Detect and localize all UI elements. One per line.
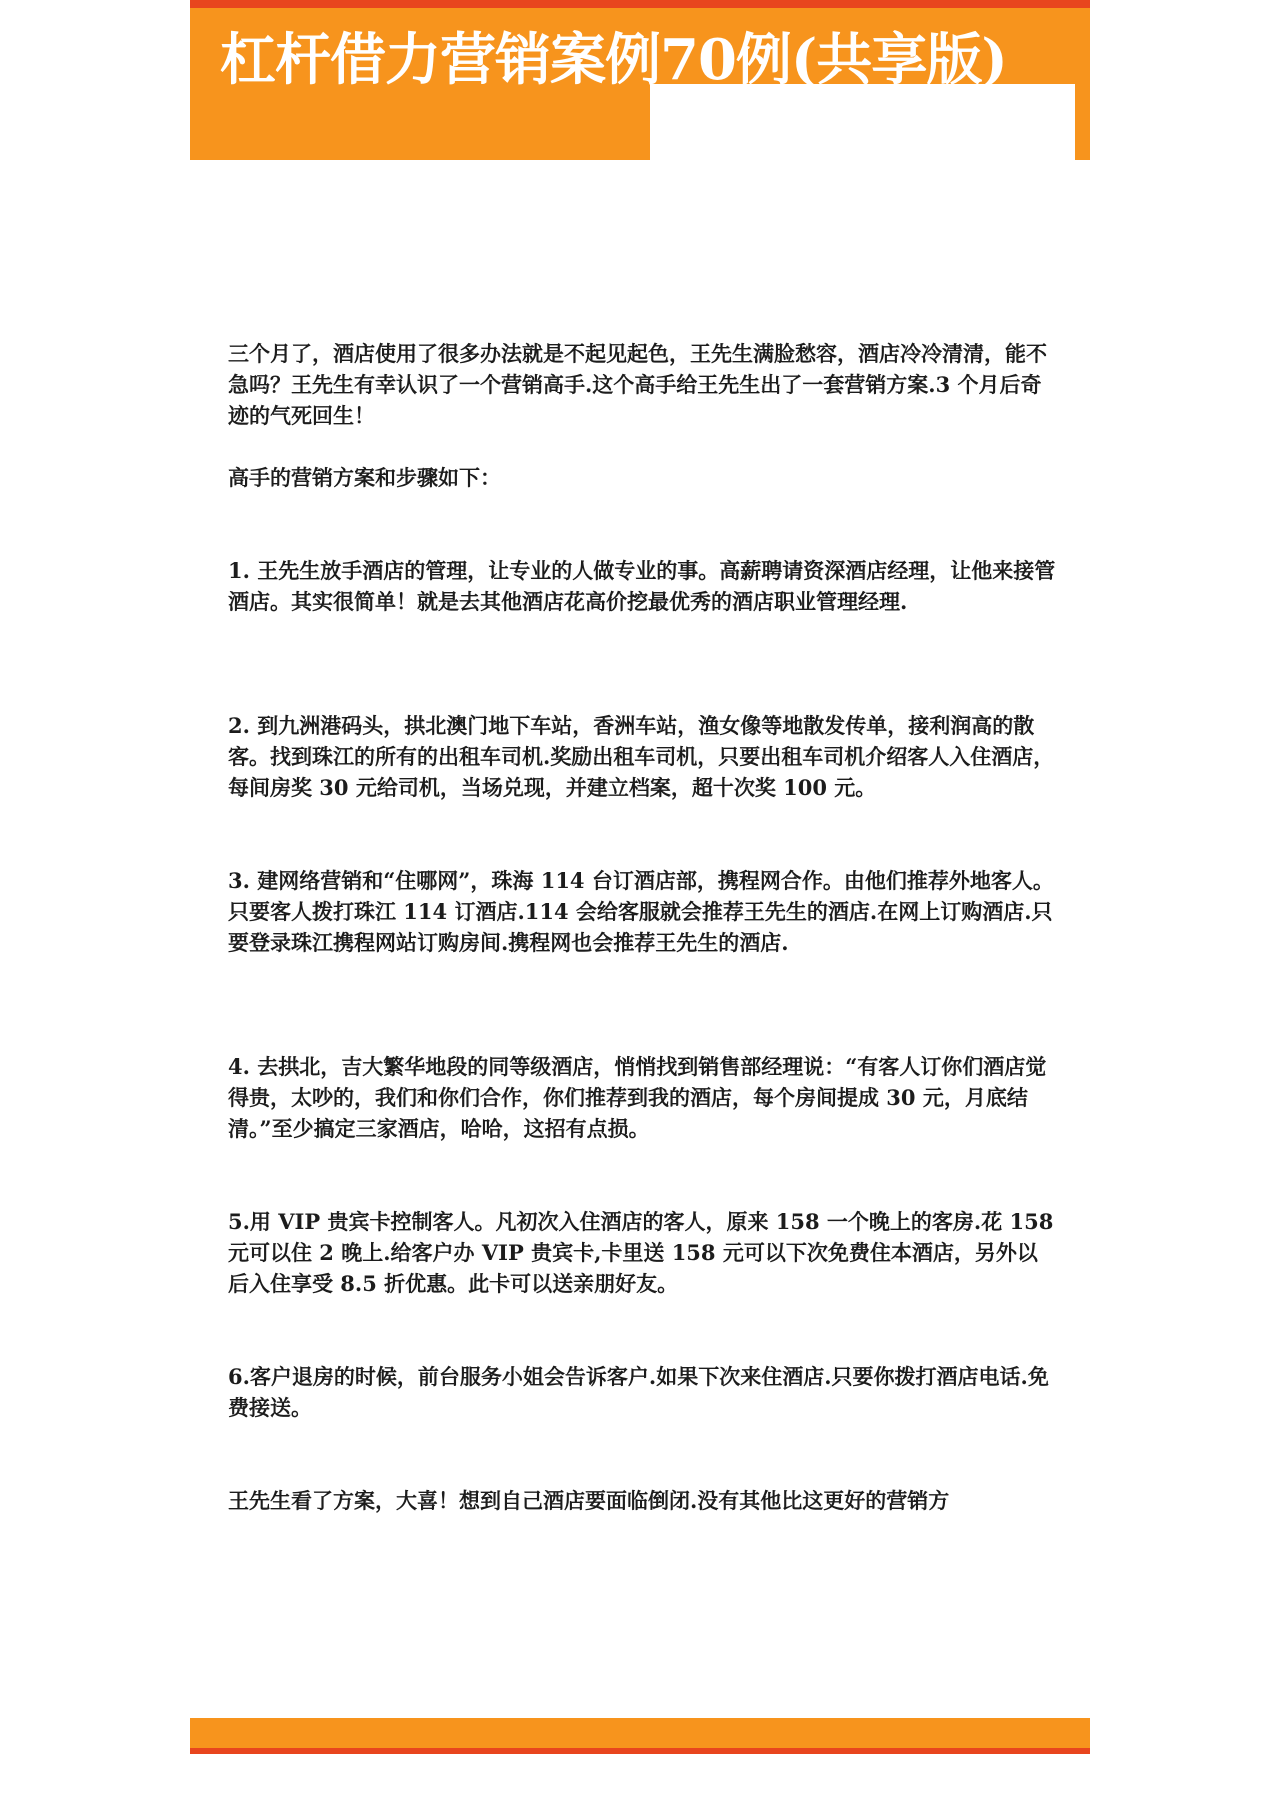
step-paragraph-1: 1. 王先生放手酒店的管理，让专业的人做专业的事。高薪聘请资深酒店经理，让他来接管酒店。其实很简单！就是去其他酒店花高价挖最优秀的酒店职业管理经理. <box>228 558 1056 614</box>
step-paragraph-5: 5.用 VIP 贵宾卡控制客人。凡初次入住酒店的客人，原来 158 一个晚上的客房.花 158 元可以住 2 晚上.给客户办 VIP 贵宾卡,卡里送 158 元可以下次免费住本酒店，另外以后入住享受 8.5 折优惠。此卡可以送亲朋好友。 <box>228 1209 1054 1296</box>
page-title: 杠杆借力营销案例70例(共享版) <box>220 27 1007 93</box>
footer-rule <box>190 1748 1090 1754</box>
step-paragraph-6: 6.客户退房的时候，前台服务小姐会告诉客户.如果下次来住酒店.只要你拨打酒店电话.免费接送。 <box>228 1364 1049 1420</box>
header-top-rule <box>190 0 1090 8</box>
document-body <box>228 338 1058 1516</box>
footer-banner <box>190 1718 1090 1748</box>
step-paragraph-3: 3. 建网络营销和“住哪网”，珠海 114 台订酒店部，携程网合作。由他们推荐外地客人。只要客人拨打珠江 114 订酒店.114 会给客服就会推荐王先生的酒店.在网上订购酒店.只要登录珠江携程网站订购房间.携程网也会推荐王先生的酒店. <box>228 868 1054 955</box>
closing-paragraph: 王先生看了方案，大喜！想到自己酒店要面临倒闭.没有其他比这更好的营销方 <box>228 1488 950 1513</box>
step-paragraph-2: 2. 到九洲港码头，拱北澳门地下车站，香洲车站，渔女像等地散发传单，接利润高的散客。找到珠江的所有的出租车司机.奖励出租车司机，只要出租车司机介绍客人入住酒店，每间房奖 30 元给司机，当场兑现，并建立档案，超十次奖 100 元。 <box>228 713 1055 800</box>
intro-paragraph: 三个月了，酒店使用了很多办法就是不起见起色，王先生满脸愁容，酒店冷冷清清，能不急吗？王先生有幸认识了一个营销高手.这个高手给王先生出了一套营销方案.3 个月后奇迹的气死回生！ <box>228 341 1047 428</box>
steps-heading: 高手的营销方案和步骤如下： <box>228 465 501 490</box>
step-paragraph-4: 4. 去拱北，吉大繁华地段的同等级酒店，悄悄找到销售部经理说：“有客人订你们酒店觉得贵，太吵的，我们和你们合作，你们推荐到我的酒店，每个房间提成 30 元，月底结清。”至少搞定三家酒店，哈哈，这招有点损。 <box>228 1054 1047 1141</box>
